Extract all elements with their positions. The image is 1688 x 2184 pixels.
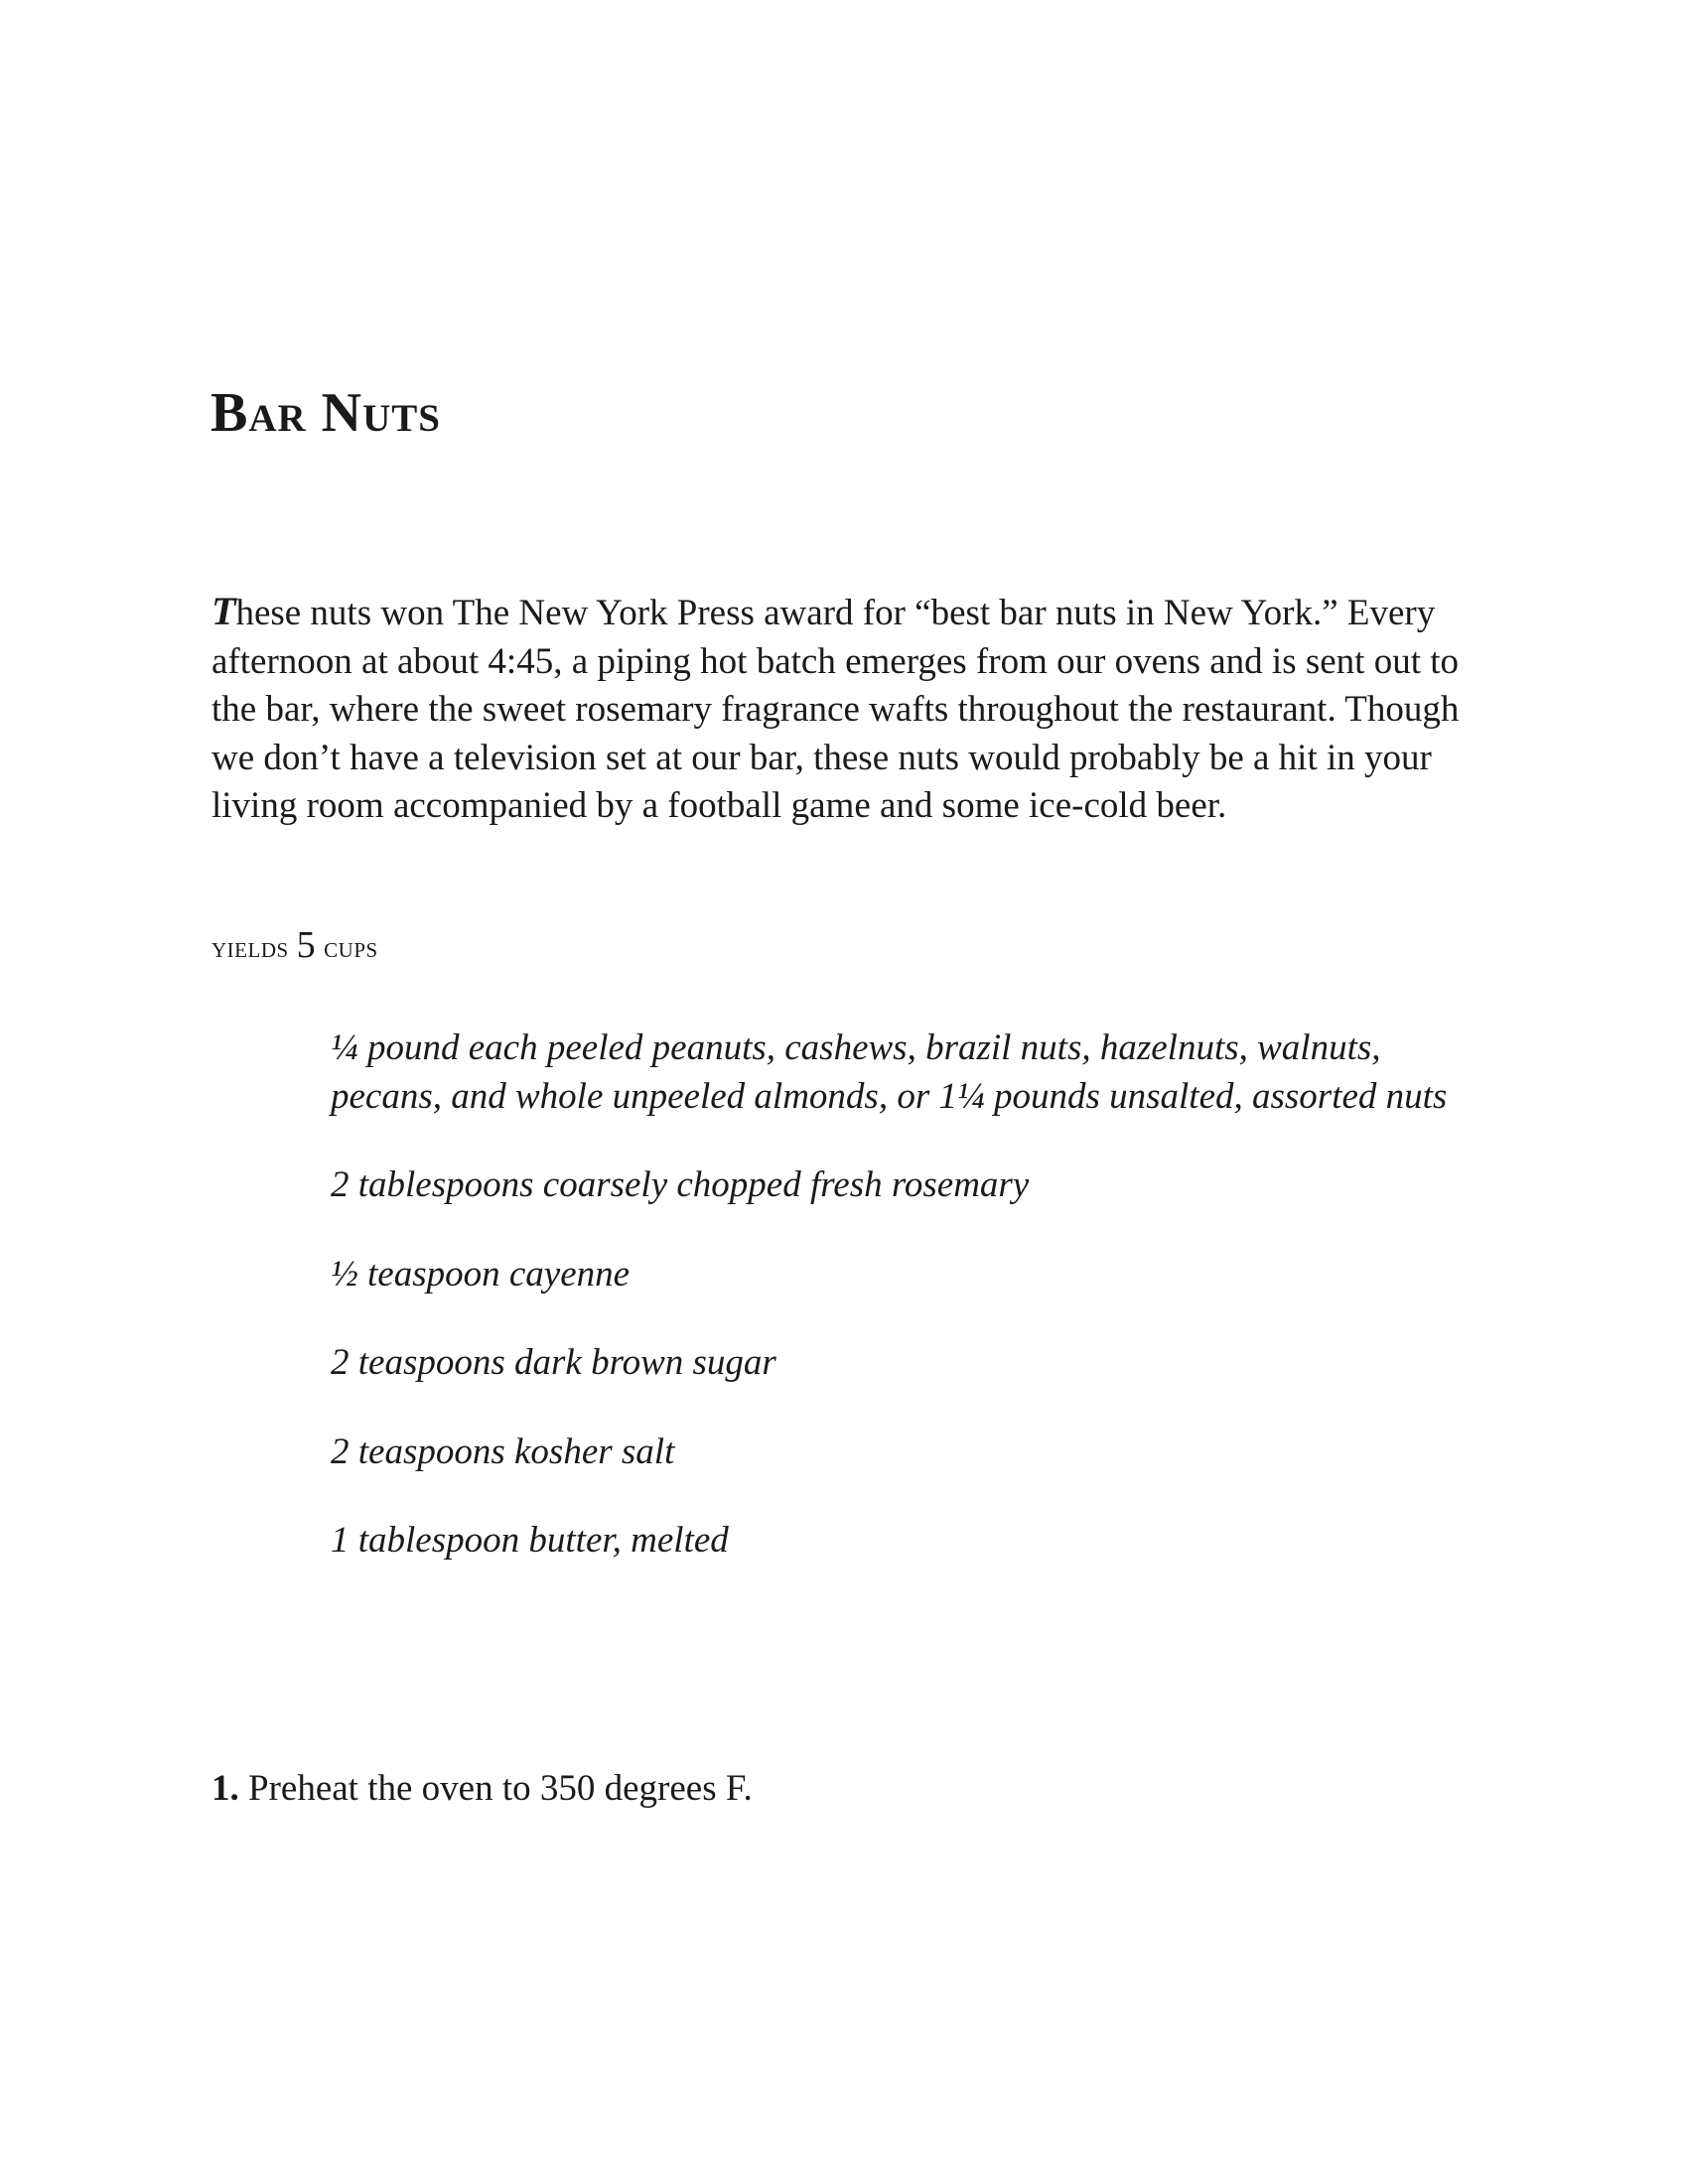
- method-step: [211, 1767, 753, 1811]
- recipe-title: Bar Nuts: [211, 382, 441, 444]
- ingredient-item: 2 teaspoons kosher salt: [331, 1431, 675, 1472]
- step-text: Preheat the oven to 350 degrees F.: [248, 1768, 753, 1809]
- ingredient-list: [331, 1024, 1453, 1606]
- ingredient-item: 2 teaspoons dark brown sugar: [331, 1342, 776, 1383]
- recipe-yield: [211, 923, 378, 969]
- ingredient-item: ¼ pound each peeled peanuts, cashews, brazil nuts, hazelnuts, walnuts, pecans, and whole unpeeled almonds, or 1¼ pounds unsalted, assorted nuts: [331, 1027, 1448, 1117]
- recipe-intro: [211, 588, 1492, 831]
- step-number: 1.: [211, 1768, 239, 1809]
- yield-prefix: yields: [211, 931, 289, 964]
- ingredient-item: ½ teaspoon cayenne: [331, 1253, 631, 1295]
- intro-text: hese nuts won The New York Press award for “best bar nuts in New York.” Every afternoon at about 4:45, a piping hot batch emerges from our ovens and is sent out to the bar, where the sweet rosemary fragrance wafts throughout the restaurant. Though we don’t have a television set at our bar, these nuts would probably be a hit in your living room accompanied by a football game and some ice-cold beer.: [211, 593, 1460, 826]
- yield-number: 5: [296, 924, 317, 966]
- yield-unit: cups: [324, 931, 378, 964]
- ingredient-item: 1 tablespoon butter, melted: [331, 1520, 729, 1561]
- ingredient-item: 2 tablespoons coarsely chopped fresh rosemary: [331, 1164, 1030, 1205]
- intro-drop-cap: T: [211, 589, 236, 633]
